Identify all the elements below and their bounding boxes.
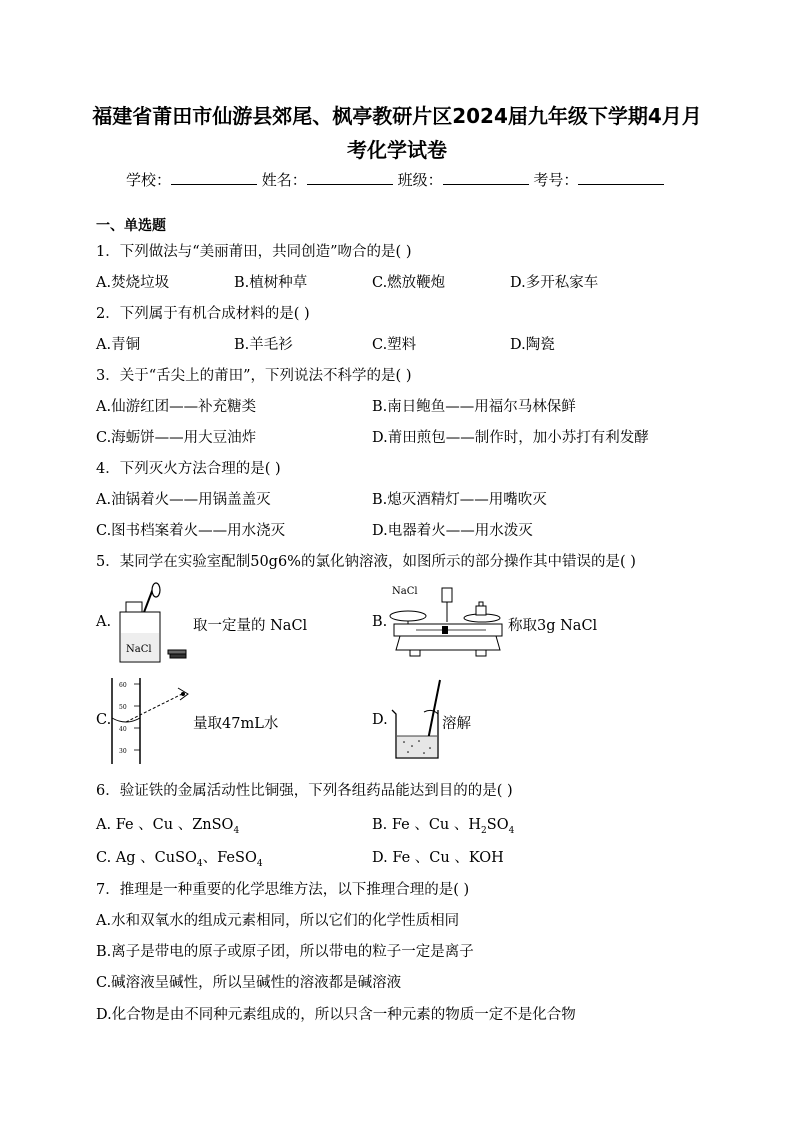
number-blank[interactable] (578, 171, 664, 185)
cylinder-tick-40: 40 (119, 726, 127, 733)
q2-option-b: B.羊毛衫 (234, 337, 293, 353)
q4-option-d: D.电器着火——用水泼灭 (372, 523, 533, 539)
nacl-bottle-figure (112, 582, 192, 666)
q1-option-b: B.植树种草 (234, 275, 308, 291)
q4-option-a: A.油锅着火——用锅盖盖灭 (96, 492, 271, 508)
q4-option-b: B.熄灭酒精灯——用嘴吹灭 (372, 492, 547, 508)
question-7-stem: 7．推理是一种重要的化学思维方法，以下推理合理的是( ) (96, 882, 470, 898)
balance-figure (386, 582, 510, 658)
q7-option-b: B.离子是带电的原子或原子团，所以带电的粒子一定是离子 (96, 944, 474, 960)
q3-option-a: A.仙游红团——补充糖类 (96, 399, 257, 415)
school-blank[interactable] (171, 171, 257, 185)
class-label: 班级： (397, 171, 443, 189)
name-label: 姓名： (261, 171, 307, 189)
q5-caption-a: 取一定量的 NaCl (193, 618, 308, 634)
q5-option-d: D. (372, 712, 388, 728)
q3-option-c: C.海蛎饼——用大豆油炸 (96, 430, 257, 446)
q6-option-d: D. Fe 、Cu 、KOH (372, 850, 504, 866)
q5-caption-d: 溶解 (442, 716, 471, 732)
school-label: 学校： (126, 171, 172, 189)
measuring-cylinder-figure (108, 674, 192, 766)
cylinder-tick-60: 60 (119, 682, 127, 689)
class-blank[interactable] (443, 171, 529, 185)
q6-option-c: C. Ag 、CuSO$_4$、FeSO$_4$ (96, 850, 263, 869)
question-4-stem: 4．下列灭火方法合理的是( ) (96, 461, 281, 477)
cylinder-tick-50: 50 (119, 704, 127, 711)
nacl-bottle-label: NaCl (126, 644, 152, 655)
cylinder-tick-30: 30 (119, 748, 127, 755)
q3-option-d: D.莆田煎包——制作时，加小苏打有利发酵 (372, 430, 649, 446)
question-5-stem: 5．某同学在实验室配制50g6%的氯化钠溶液，如图所示的部分操作其中错误的是( ) (96, 554, 636, 570)
q5-caption-b: 称取3g NaCl (508, 618, 598, 634)
q6-option-a: A. Fe 、Cu 、ZnSO$_4$ (96, 817, 240, 836)
section-title: 一、单选题 (96, 218, 166, 234)
q7-option-c: C.碱溶液呈碱性，所以呈碱性的溶液都是碱溶液 (96, 975, 402, 991)
student-info-row (126, 169, 664, 190)
page-title-line2: 考化学试卷 (347, 138, 447, 162)
q6-option-b: B. Fe 、Cu 、$H_2SO_4$ (372, 817, 515, 836)
q1-option-c: C.燃放鞭炮 (372, 275, 446, 291)
q1-option-d: D.多开私家车 (510, 275, 599, 291)
q5-option-a: A. (96, 614, 112, 630)
q2-option-a: A.青铜 (96, 337, 141, 353)
q5-option-b: B. (372, 614, 388, 630)
q3-option-b: B.南日鲍鱼——用福尔马林保鲜 (372, 399, 576, 415)
nacl-balance-label: NaCl (392, 586, 418, 597)
q5-option-c: C. (96, 712, 112, 728)
question-3-stem: 3．关于“舌尖上的莆田”，下列说法不科学的是( ) (96, 368, 412, 384)
q2-option-d: D.陶瓷 (510, 337, 555, 353)
page-title-line1: 福建省莆田市仙游县郊尾、枫亭教研片区2024届九年级下学期4月月 (92, 104, 702, 128)
q2-option-c: C.塑料 (372, 337, 417, 353)
q7-option-d: D.化合物是由不同种元素组成的，所以只含一种元素的物质一定不是化合物 (96, 1007, 576, 1023)
number-label: 考号： (533, 171, 579, 189)
beaker-figure (388, 678, 448, 764)
question-6-stem: 6．验证铁的金属活动性比铜强，下列各组药品能达到目的的是( ) (96, 783, 513, 799)
q4-option-c: C.图书档案着火——用水浇灭 (96, 523, 286, 539)
q1-option-a: A.焚烧垃圾 (96, 275, 170, 291)
question-2-stem: 2．下列属于有机合成材料的是( ) (96, 306, 310, 322)
q5-caption-c: 量取47mL水 (193, 716, 279, 732)
question-1-stem: 1．下列做法与“美丽莆田，共同创造”吻合的是( ) (96, 244, 412, 260)
q7-option-a: A.水和双氧水的组成元素相同，所以它们的化学性质相同 (96, 913, 460, 929)
name-blank[interactable] (307, 171, 393, 185)
